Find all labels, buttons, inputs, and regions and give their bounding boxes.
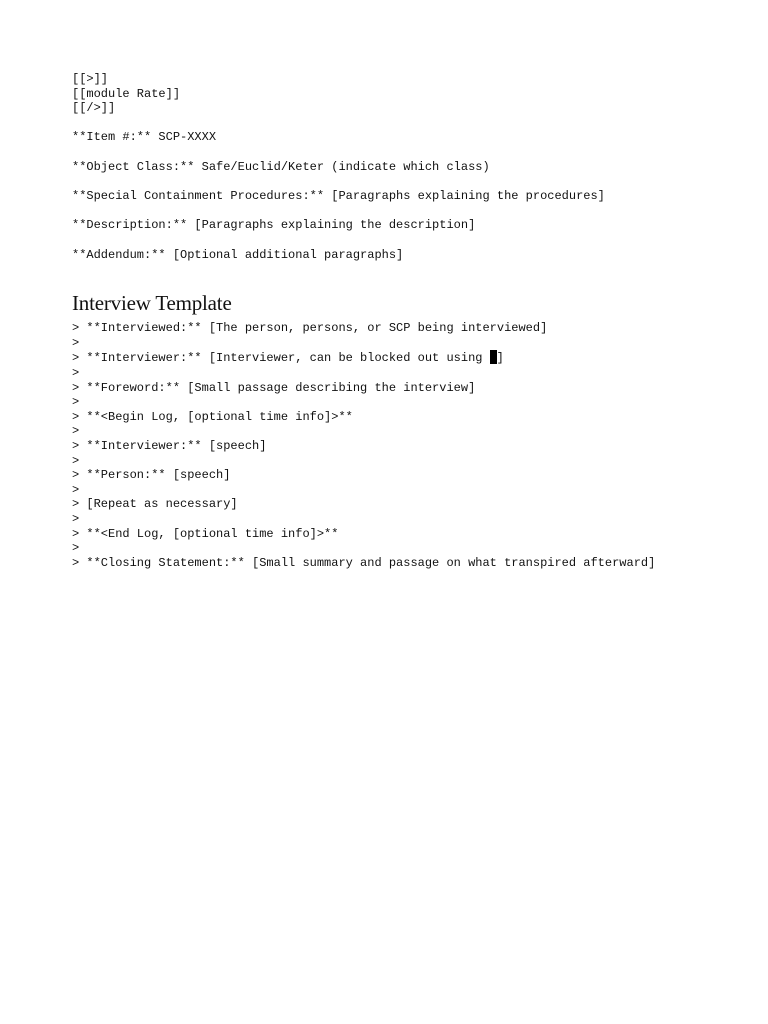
module-close-line: [[/>]] [72, 101, 116, 116]
person-speech-line: > **Person:** [speech] [72, 468, 231, 483]
quote-separator: > [72, 453, 80, 468]
object-class-field: **Object Class:** Safe/Euclid/Keter (indicate which class) [72, 159, 490, 174]
quote-separator: > [72, 395, 80, 410]
interviewer-line [72, 350, 752, 366]
quote-separator: > [72, 541, 80, 556]
interviewed-line: > **Interviewed:** [The person, persons, or SCP being interviewed] [72, 321, 548, 336]
containment-procedures-field: **Special Containment Procedures:** [Paragraphs explaining the procedures] [72, 189, 605, 204]
description-field: **Description:** [Paragraphs explaining the description] [72, 218, 476, 233]
interviewer-line-end: ] [496, 351, 504, 366]
interview-template-heading: Interview Template [72, 291, 232, 316]
end-log-line: > **<End Log, [optional time info]>** [72, 526, 339, 541]
foreword-line: > **Foreword:** [Small passage describing the interview] [72, 380, 476, 395]
module-rate-line: [[module Rate]] [72, 86, 181, 101]
module-open-line: [[>]] [72, 72, 109, 86]
repeat-line: > [Repeat as necessary] [72, 497, 238, 512]
closing-statement-line: > **Closing Statement:** [Small summary and passage on what transpired afterward] [72, 555, 656, 570]
quote-separator: > [72, 511, 80, 526]
quote-separator: > [72, 424, 80, 439]
document-page [72, 72, 752, 570]
quote-separator: > [72, 482, 80, 497]
begin-log-line: > **<Begin Log, [optional time info]>** [72, 409, 353, 424]
quote-separator: > [72, 365, 80, 380]
interviewer-speech-line: > **Interviewer:** [speech] [72, 438, 267, 453]
blocked-out-marker [490, 350, 497, 364]
interviewer-line-text: > **Interviewer:** [Interviewer, can be blocked out using [72, 351, 490, 366]
quote-separator: > [72, 335, 80, 350]
item-number-field: **Item #:** SCP-XXXX [72, 130, 217, 145]
interview-template-block [72, 321, 752, 570]
module-rate-block [72, 72, 752, 116]
addendum-field: **Addendum:** [Optional additional paragraphs] [72, 247, 404, 262]
